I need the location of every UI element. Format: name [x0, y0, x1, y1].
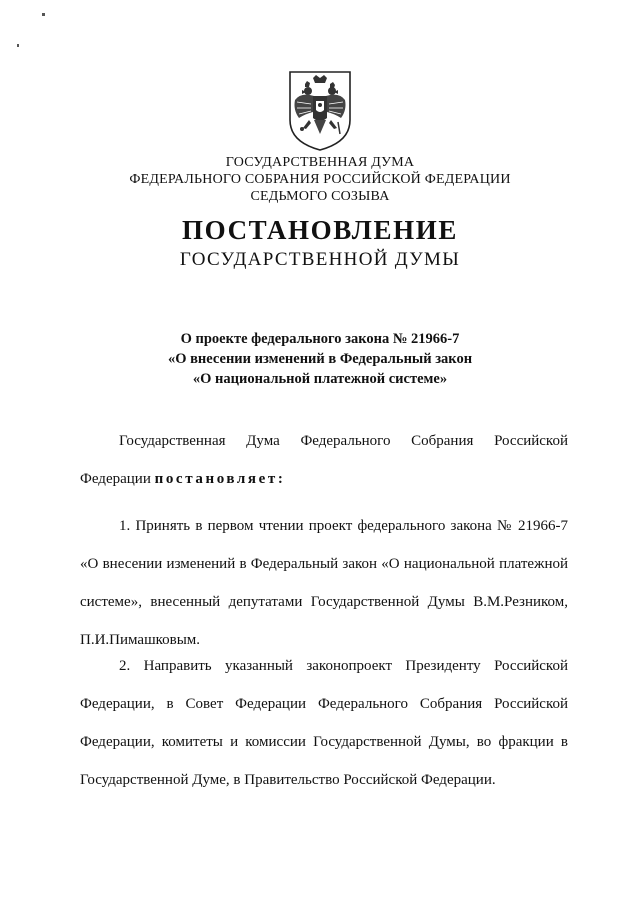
paragraph-2-line-4: Государственной Думе, в Правительство Российской Федерации.	[80, 772, 496, 788]
paragraph-2-line-3: Федерации, комитеты и комиссии Государственной Думы, во фракции в	[80, 734, 568, 750]
document-type-title: ПОСТАНОВЛЕНИЕ	[182, 215, 458, 245]
issuer-header	[0, 154, 640, 205]
paragraph-1-line-3: системе», внесенный депутатами Государственной Думы В.М.Резником,	[80, 594, 568, 610]
header-line-1: ГОСУДАРСТВЕННАЯ ДУМА	[225, 155, 415, 170]
paragraph-1-line-4: П.И.Пимашковым.	[80, 632, 201, 648]
subject-line-1: О проекте федерального закона № 21966-7	[180, 331, 460, 347]
preamble-line-2	[80, 460, 568, 498]
paragraph-1-line-1: 1. Принять в первом чтении проект федерального закона № 21966-7	[119, 518, 568, 534]
coat-of-arms-emblem	[287, 70, 353, 152]
paragraph-2	[80, 647, 568, 799]
paragraph-2-line-1: 2. Направить указанный законопроект Президенту Российской	[119, 658, 568, 674]
document-subject	[0, 329, 640, 389]
preamble	[80, 422, 568, 498]
subject-line-3: «О национальной платежной системе»	[192, 371, 448, 387]
header-line-3: СЕДЬМОГО СОЗЫВА	[250, 189, 390, 204]
paragraph-1-line-2: «О внесении изменений в Федеральный закон «О национальной платежной	[80, 556, 568, 572]
document-issuer-title: ГОСУДАРСТВЕННОЙ ДУМЫ	[179, 249, 461, 270]
header-line-2: ФЕДЕРАЛЬНОГО СОБРАНИЯ РОССИЙСКОЙ ФЕДЕРАЦИИ	[129, 172, 511, 187]
preamble-line-1: Государственная Дума Федерального Собрания Российской	[119, 433, 568, 449]
paragraph-1	[80, 507, 568, 659]
preamble-text: Федерации	[80, 471, 151, 487]
subject-line-2: «О внесении изменений в Федеральный закон	[167, 351, 473, 367]
decree-word: постановляет:	[154, 471, 286, 487]
double-headed-eagle-icon	[287, 70, 353, 152]
scan-mark	[42, 13, 45, 16]
paragraph-2-line-2: Федерации, в Совет Федерации Федерального Собрания Российской	[80, 696, 568, 712]
scan-mark	[17, 44, 19, 47]
